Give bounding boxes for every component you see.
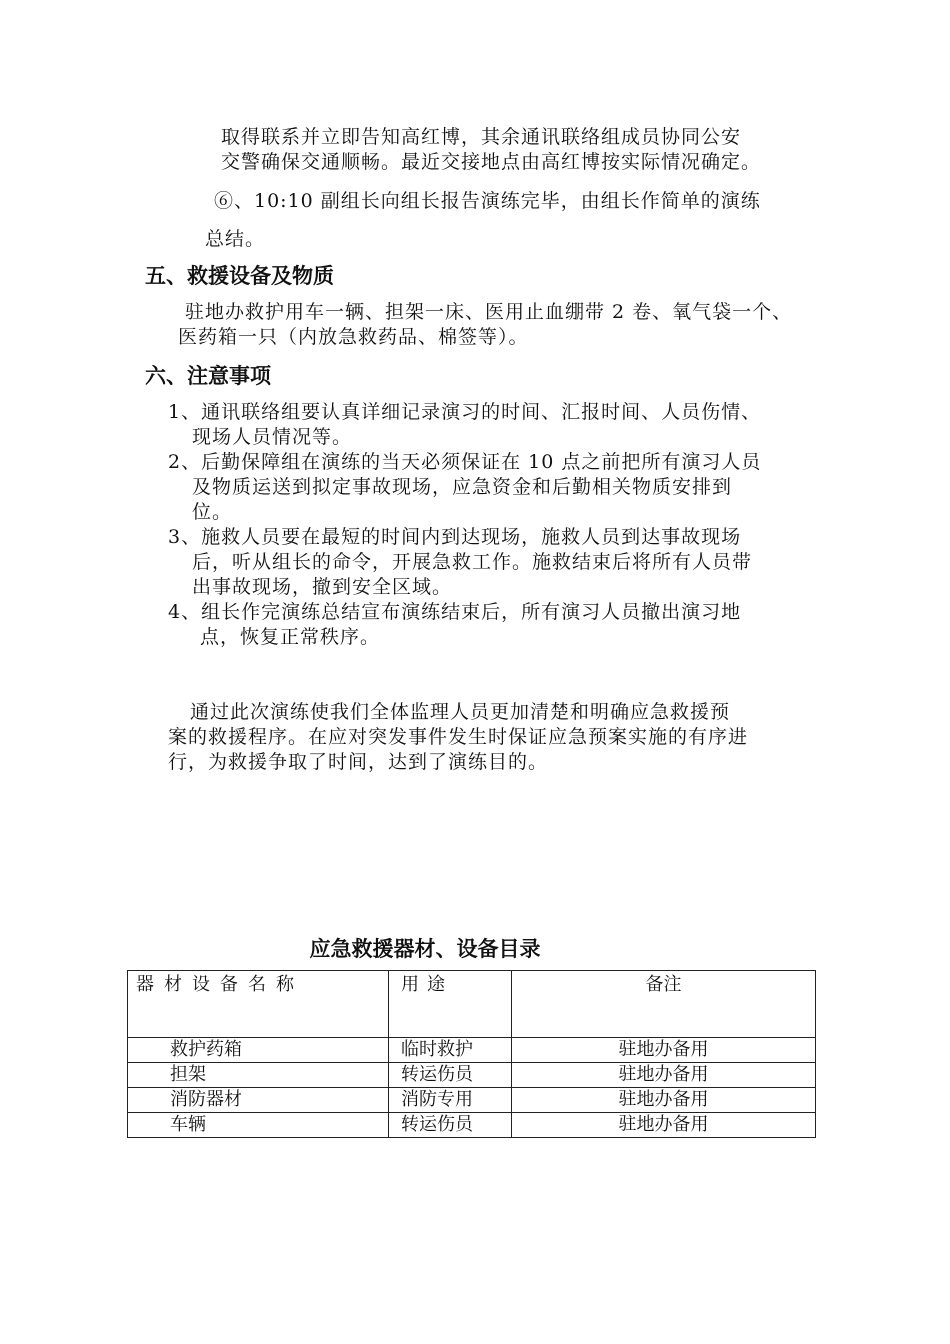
- paragraph-line: 医药箱一只（内放急救药品、棉签等）。: [178, 326, 529, 348]
- cell-remark: 驻地办备用: [512, 1038, 816, 1063]
- cell-remark: 驻地办备用: [512, 1113, 816, 1138]
- column-header-name: 器材设备名称: [128, 971, 389, 1038]
- cell-name: 消防器材: [128, 1088, 389, 1113]
- list-item-line: 点，恢复正常秩序。: [200, 626, 381, 648]
- list-item-line: 后，听从组长的命令，开展急救工作。施救结束后将所有人员带: [192, 551, 753, 573]
- table-title: 应急救援器材、设备目录: [309, 937, 541, 961]
- paragraph-line: ⑥、10:10 副组长向组长报告演练完毕，由组长作简单的演练: [214, 190, 761, 212]
- cell-name: 车辆: [128, 1113, 389, 1138]
- table-header-row: [128, 971, 816, 1038]
- list-item-line: 3、施救人员要在最短的时间内到达现场，施救人员到达事故现场: [168, 526, 742, 548]
- column-header-remark: 备注: [512, 971, 816, 1038]
- table-row: [128, 1063, 816, 1088]
- list-item-line: 2、后勤保障组在演练的当天必须保证在 10 点之前把所有演习人员: [168, 451, 762, 473]
- table-row: [128, 1038, 816, 1063]
- paragraph-line: 取得联系并立即告知高红博，其余通讯联络组成员协同公安: [221, 126, 742, 148]
- list-item-line: 出事故现场，撤到安全区域。: [192, 576, 453, 598]
- cell-use: 转运伤员: [389, 1113, 512, 1138]
- summary-line: 案的救援程序。在应对突发事件发生时保证应急预案实施的有序进: [168, 726, 749, 748]
- cell-use: 转运伤员: [389, 1063, 512, 1088]
- equipment-table: [127, 970, 816, 1138]
- summary-line: 行，为救援争取了时间，达到了演练目的。: [168, 751, 549, 773]
- cell-name: 救护药箱: [128, 1038, 389, 1063]
- list-item-line: 4、组长作完演练总结宣布演练结束后，所有演习人员撤出演习地: [168, 601, 742, 623]
- list-item-line: 及物质运送到拟定事故现场，应急资金和后勤相关物质安排到: [192, 476, 733, 498]
- summary-line: 通过此次演练使我们全体监理人员更加清楚和明确应急救援预: [190, 701, 731, 723]
- list-item-line: 1、通讯联络组要认真详细记录演习的时间、汇报时间、人员伤情、: [168, 401, 762, 423]
- list-item-line: 现场人员情况等。: [192, 426, 353, 448]
- table-row: [128, 1113, 816, 1138]
- column-header-use: 用途: [389, 971, 512, 1038]
- cell-name: 担架: [128, 1063, 389, 1088]
- cell-use: 临时救护: [389, 1038, 512, 1063]
- cell-use: 消防专用: [389, 1088, 512, 1113]
- paragraph-line: 总结。: [205, 228, 266, 250]
- cell-remark: 驻地办备用: [512, 1088, 816, 1113]
- list-item-line: 位。: [192, 501, 233, 523]
- section-heading: 六、注意事项: [145, 364, 271, 388]
- paragraph-line: 交警确保交通顺畅。最近交接地点由高红博按实际情况确定。: [221, 151, 762, 173]
- table-row: [128, 1088, 816, 1113]
- cell-remark: 驻地办备用: [512, 1063, 816, 1088]
- paragraph-line: 驻地办救护用车一辆、担架一床、医用止血绷带 2 卷、氧气袋一个、: [185, 301, 793, 323]
- section-heading: 五、救援设备及物质: [145, 264, 334, 288]
